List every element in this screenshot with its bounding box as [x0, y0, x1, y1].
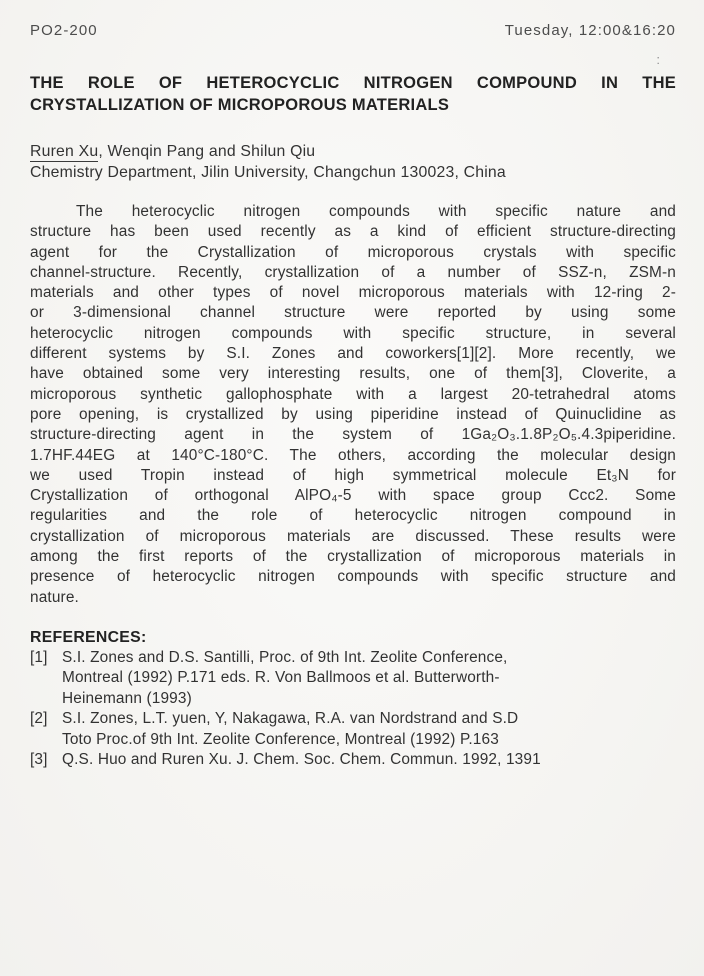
- abstract-line-last: nature.: [30, 588, 79, 606]
- reference-line: Toto Proc.of 9th Int. Zeolite Conference, Montreal (1992) P.163: [62, 730, 499, 748]
- lead-author: Ruren Xu: [30, 143, 99, 160]
- affiliation: Chemistry Department, Jilin University, Changchun 130023, China: [30, 164, 506, 181]
- reference-line: Heinemann (1993): [62, 689, 192, 707]
- reference-item-3: [30, 750, 676, 770]
- abstract-line: microporous synthetic gallophosphate with a largest 20-tetrahedral atoms: [30, 385, 676, 403]
- abstract-line: pore opening, is crystallized by using piperidine instead of Quinuclidine as: [30, 405, 676, 423]
- abstract-line: materials and other types of novel microporous materials with 12-ring 2-: [30, 284, 676, 302]
- abstract-line: we used Tropin instead of high symmetrical molecule Et₃N for: [30, 466, 676, 484]
- abstract-line: structure-directing agent in the system of 1Ga₂O₃.1.8P₂O₅.4.3piperidine.: [30, 426, 676, 444]
- reference-line: S.I. Zones and D.S. Santilli, Proc. of 9th Int. Zeolite Conference,: [62, 648, 508, 666]
- reference-text: [62, 648, 676, 709]
- reference-line: Montreal (1992) P.171 eds. R. Von Ballmoos et al. Butterworth-: [62, 669, 500, 687]
- abstract-line: The heterocyclic nitrogen compounds with specific nature and: [76, 203, 676, 220]
- page-header: [30, 22, 676, 39]
- abstract-line: regularities and the role of heterocyclic nitrogen compound in: [30, 507, 676, 525]
- reference-marker: [2]: [30, 710, 48, 728]
- abstract-line: 1.7HF.44EG at 140°C-180°C. The others, according the molecular design: [30, 446, 676, 464]
- author-line: [30, 141, 676, 162]
- abstract-line: structure has been used recently as a kind of efficient structure-directing: [30, 223, 676, 241]
- abstract-line: Crystallization of orthogonal AlPO₄-5 with space group Ccc2. Some: [30, 487, 676, 505]
- paper-title: [30, 73, 676, 116]
- abstract-line: heterocyclic nitrogen compounds with specific structure, in several: [30, 324, 676, 342]
- reference-marker: [1]: [30, 648, 48, 666]
- abstract-line: channel-structure. Recently, crystallization of a number of SSZ-n, ZSM-n: [30, 263, 676, 281]
- reference-marker: [3]: [30, 750, 48, 768]
- references-section: [30, 627, 676, 770]
- author-block: [30, 141, 676, 183]
- reference-line: S.I. Zones, L.T. yuen, Y, Nakagawa, R.A. van Nordstrand and S.D: [62, 710, 519, 728]
- reference-item-1: [30, 648, 676, 709]
- abstract-line: different systems by S.I. Zones and coworkers[1][2]. More recently, we: [30, 345, 676, 363]
- abstract-line: agent for the Crystallization of microporous crystals with specific: [30, 243, 676, 261]
- reference-line: Q.S. Huo and Ruren Xu. J. Chem. Soc. Chem. Commun. 1992, 1391: [62, 750, 541, 768]
- session-schedule: Tuesday, 12:00&16:20: [504, 22, 676, 39]
- abstract-line: have obtained some very interesting results, one of them[3], Cloverite, a: [30, 365, 676, 383]
- session-code: PO2-200: [30, 22, 98, 39]
- reference-item-2: [30, 709, 676, 750]
- reference-text: [62, 709, 676, 750]
- paper-title-line1: THE ROLE OF HETEROCYCLIC NITROGEN COMPOUND IN THE: [30, 74, 676, 92]
- abstract-line: or 3-dimensional channel structure were reported by using some: [30, 304, 676, 322]
- abstract-line: presence of heterocyclic nitrogen compounds with specific structure and: [30, 568, 676, 586]
- abstract-paragraph: [30, 202, 676, 608]
- coauthors: , Wenqin Pang and Shilun Qiu: [98, 143, 316, 160]
- scan-artifact: :: [656, 52, 660, 67]
- abstract-line: among the first reports of the crystallization of microporous materials in: [30, 548, 676, 566]
- paper-title-line2: CRYSTALLIZATION OF MICROPOROUS MATERIALS: [30, 95, 450, 114]
- abstract-line: crystallization of microporous materials are discussed. These results were: [30, 527, 676, 545]
- reference-text: [62, 750, 676, 770]
- references-heading: REFERENCES:: [30, 628, 147, 646]
